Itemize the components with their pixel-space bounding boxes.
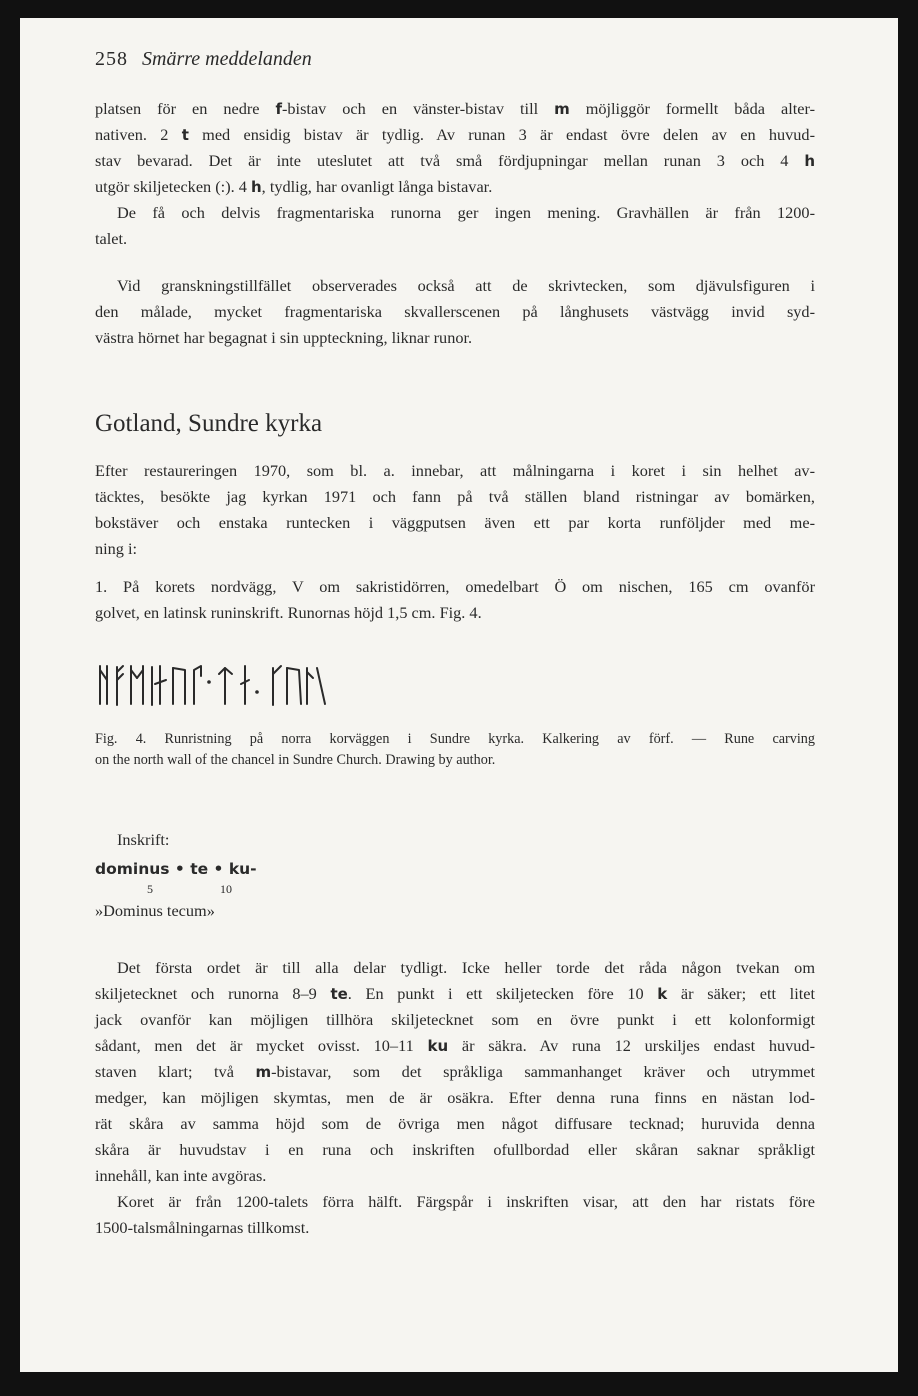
rune-number-5: 5 [147,882,153,896]
page-number: 258 [95,48,128,70]
book-page [20,18,898,1372]
paragraph-1: platsen för en nedre f-bistav och en vänster-bistav till m möjliggör formellt båda alter- nativen. 2 t med ensidig bistav är tydlig. Av runan 3 är endast övre delen av en huvud- stav bevarad. Det är inte uteslutet att två små fördjupningar mellan runan 3 och 4 h utgör skiljetecken (:). 4 h, tydlig, har ovanligt långa bistavar. [95,99,815,196]
rune-drawing [95,658,395,718]
rune-number-10: 10 [220,882,232,896]
rune-transliteration: te [330,985,348,1003]
section-heading: Gotland, Sundre kyrka [95,410,323,437]
rune-transliteration: h [250,178,262,196]
rune-figure [95,658,395,723]
rune-transliteration: t [181,126,189,144]
inscription-translation: »Dominus tecum» [95,901,215,920]
inscription-label: Inskrift: [117,830,170,849]
running-head [95,48,312,71]
rune-transliteration: h [804,152,815,170]
inscription-transliteration: dominus • te • ku- [95,860,257,878]
rune-transliteration: ku [427,1037,449,1055]
rune-transliteration: k [657,985,668,1003]
paragraph-2: De få och delvis fragmentariska runorna ger ingen mening. Gravhällen är från 1200- talet. [95,203,815,248]
paragraph-5: 1. På korets nordvägg, V om sakristidörren, omedelbart Ö om nischen, 165 cm ovanför golvet, en latinsk runinskrift. Runornas höjd 1,5 cm. Fig. 4. [95,577,815,622]
rune-transliteration: m [255,1063,272,1081]
paragraph-7: Koret är från 1200-talets förra hälft. Färgspår i inskriften visar, att den har ristats före 1500-talsmålningarnas tillkomst. [95,1192,815,1237]
rune-transliteration: f [275,100,282,118]
paragraph-4: Efter restaureringen 1970, som bl. a. innebar, att målningarna i koret i sin helhet av- täcktes, besökte jag kyrkan 1971 och fann på två ställen bland ristningar av bomärken, bokstäver och enstaka runtecken i väggputsen även ett par korta runföljder med me- ning i: [95,461,815,558]
rune-transliteration: m [554,100,570,118]
running-title: Smärre meddelanden [142,48,312,70]
figure-caption: Fig. 4. Runristning på norra korväggen i Sundre kyrka. Kalkering av förf. — Rune carving on the north wall of the chancel in Sundre Church. Drawing by author. [95,731,815,768]
paragraph-6: Det första ordet är till alla delar tydligt. Icke heller torde det råda någon tvekan om skiljetecknet och runorna 8–9 te. En punkt i ett skiljetecken före 10 k är säker; ett litet jack ovanför kan möjligen tillhöra skiljetecknet som en övre punkt i ett kolonformigt sådant, men det är mycket ovisst. 10–11 ku är säkra. Av runa 12 urskiljes endast huvud- staven klart; två m-bistavar, som det språkliga sammanhanget kräver och utrymmet medger, kan möjligen skymtas, men de är osäkra. Efter denna runa finns en nästan lod- rät skåra av samma höjd som de övriga men något diffusare tecknad; huruvida denna skåra är huvudstav i en runa och inskriften ofullbordad eller skåran saknar språkligt innehåll, kan inte avgöras. [95,958,815,1185]
paragraph-3: Vid granskningstillfället observerades också att de skrivtecken, som djävulsfiguren i den målade, mycket fragmentariska skvallerscenen på långhusets västvägg invid syd- västra hörnet har begagnat i sin uppteckning, liknar runor. [95,276,815,347]
